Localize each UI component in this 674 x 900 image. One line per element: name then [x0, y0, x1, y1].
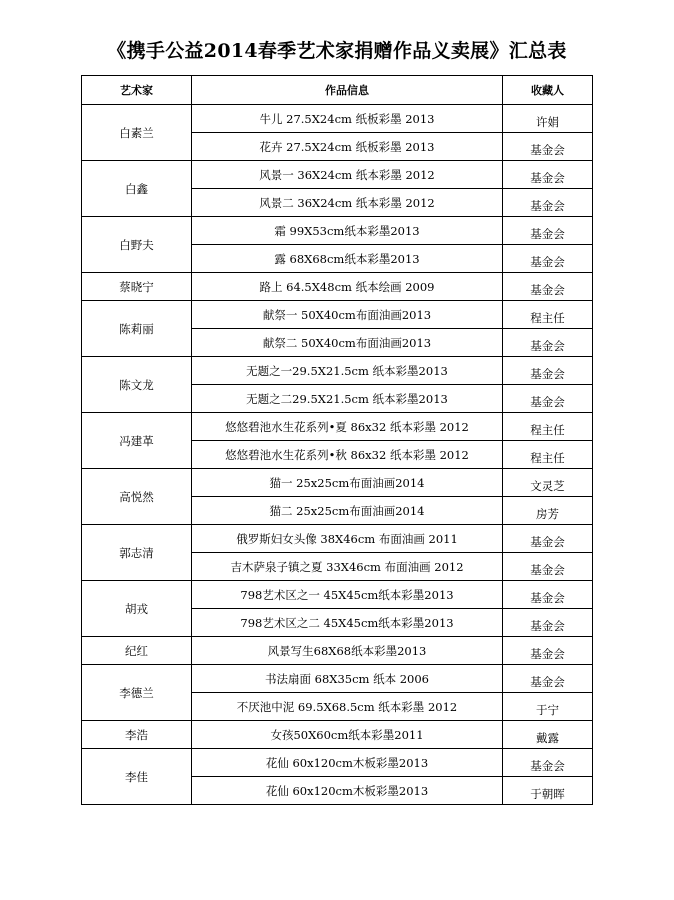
artist-cell: 白鑫 [82, 161, 192, 217]
summary-table [81, 75, 593, 805]
collector-name: 戴露 [536, 730, 559, 745]
artist-cell: 冯建革 [82, 413, 192, 469]
work-cell: 花卉 27.5X24cm 纸板彩墨 2013 [192, 133, 503, 161]
collector-name: 基金会 [530, 562, 565, 577]
table-row [82, 525, 593, 553]
header-artist: 艺术家 [82, 76, 192, 105]
work-cell: 书法扇面 68X35cm 纸本 2006 [192, 665, 503, 693]
collector-cell [503, 665, 593, 693]
work-cell: 霜 99X53cm纸本彩墨2013 [192, 217, 503, 245]
artist-cell: 陈莉丽 [82, 301, 192, 357]
work-cell: 798艺术区之一 45X45cm纸本彩墨2013 [192, 581, 503, 609]
collector-cell [503, 133, 593, 161]
work-cell: 露 68X68cm纸本彩墨2013 [192, 245, 503, 273]
work-cell: 吉木萨泉子镇之夏 33X46cm 布面油画 2012 [192, 553, 503, 581]
collector-name: 基金会 [530, 170, 565, 185]
collector-name: 基金会 [530, 366, 565, 381]
artist-cell: 李佳 [82, 749, 192, 805]
collector-name: 基金会 [530, 282, 565, 297]
table-row [82, 665, 593, 693]
collector-cell [503, 581, 593, 609]
collector-cell [503, 301, 593, 329]
header-row [82, 76, 593, 105]
artist-cell: 高悦然 [82, 469, 192, 525]
header-work: 作品信息 [192, 76, 503, 105]
collector-name: 文灵芝 [530, 478, 565, 493]
artist-cell: 胡戎 [82, 581, 192, 637]
artist-cell: 陈文龙 [82, 357, 192, 413]
table-row [82, 357, 593, 385]
work-cell: 女孩50X60cm纸本彩墨2011 [192, 721, 503, 749]
collector-name: 房芳 [536, 506, 559, 521]
collector-name: 基金会 [530, 534, 565, 549]
work-cell: 不厌池中泥 69.5X68.5cm 纸本彩墨 2012 [192, 693, 503, 721]
table-row [82, 273, 593, 301]
artist-cell: 李德兰 [82, 665, 192, 721]
collector-name: 基金会 [530, 142, 565, 157]
work-cell: 悠悠碧池水生花系列•秋 86x32 纸本彩墨 2012 [192, 441, 503, 469]
collector-cell [503, 441, 593, 469]
work-cell: 俄罗斯妇女头像 38X46cm 布面油画 2011 [192, 525, 503, 553]
collector-cell [503, 637, 593, 665]
work-cell: 路上 64.5X48cm 纸本绘画 2009 [192, 273, 503, 301]
collector-name: 基金会 [530, 198, 565, 213]
collector-name: 基金会 [530, 254, 565, 269]
table-row [82, 581, 593, 609]
collector-cell [503, 553, 593, 581]
work-cell: 猫二 25x25cm布面油画2014 [192, 497, 503, 525]
collector-name: 程主任 [530, 310, 565, 325]
table-row [82, 469, 593, 497]
artist-cell: 白野夫 [82, 217, 192, 273]
collector-name: 基金会 [530, 590, 565, 605]
table-row [82, 217, 593, 245]
collector-name: 基金会 [530, 646, 565, 661]
work-cell: 献祭二 50X40cm布面油画2013 [192, 329, 503, 357]
collector-name: 于宁 [536, 702, 559, 717]
collector-cell [503, 609, 593, 637]
collector-name: 基金会 [530, 226, 565, 241]
collector-cell [503, 161, 593, 189]
collector-cell [503, 357, 593, 385]
work-cell: 风景写生68X68纸本彩墨2013 [192, 637, 503, 665]
header-collector: 收藏人 [503, 76, 593, 105]
table-row [82, 161, 593, 189]
table-row [82, 301, 593, 329]
work-cell: 风景一 36X24cm 纸本彩墨 2012 [192, 161, 503, 189]
work-cell: 无题之二29.5X21.5cm 纸本彩墨2013 [192, 385, 503, 413]
collector-cell [503, 189, 593, 217]
table-row [82, 637, 593, 665]
collector-name: 于朝晖 [530, 786, 565, 801]
work-cell: 悠悠碧池水生花系列•夏 86x32 纸本彩墨 2012 [192, 413, 503, 441]
collector-name: 基金会 [530, 338, 565, 353]
collector-cell [503, 749, 593, 777]
artist-cell: 蔡晓宁 [82, 273, 192, 301]
artist-cell: 纪红 [82, 637, 192, 665]
collector-cell [503, 105, 593, 133]
collector-cell [503, 721, 593, 749]
artist-cell: 白素兰 [82, 105, 192, 161]
collector-name: 基金会 [530, 758, 565, 773]
collector-name: 程主任 [530, 422, 565, 437]
work-cell: 风景二 36X24cm 纸本彩墨 2012 [192, 189, 503, 217]
work-cell: 牛儿 27.5X24cm 纸板彩墨 2013 [192, 105, 503, 133]
collector-cell [503, 777, 593, 805]
work-cell: 花仙 60x120cm木板彩墨2013 [192, 749, 503, 777]
page-title: 《携手公益2014春季艺术家捐赠作品义卖展》汇总表 [107, 40, 567, 62]
artist-cell: 李浩 [82, 721, 192, 749]
collector-cell [503, 385, 593, 413]
collector-cell [503, 693, 593, 721]
collector-name: 程主任 [530, 450, 565, 465]
artist-cell: 郭志清 [82, 525, 192, 581]
collector-cell [503, 217, 593, 245]
work-cell: 献祭一 50X40cm布面油画2013 [192, 301, 503, 329]
collector-cell [503, 329, 593, 357]
table-row [82, 721, 593, 749]
collector-cell [503, 525, 593, 553]
table-body [82, 105, 593, 805]
table-row [82, 413, 593, 441]
work-cell: 798艺术区之二 45X45cm纸本彩墨2013 [192, 609, 503, 637]
collector-cell [503, 469, 593, 497]
collector-cell [503, 273, 593, 301]
collector-cell [503, 413, 593, 441]
collector-name: 许娟 [536, 114, 559, 129]
collector-name: 基金会 [530, 674, 565, 689]
table-row [82, 105, 593, 133]
work-cell: 花仙 60x120cm木板彩墨2013 [192, 777, 503, 805]
table-row [82, 749, 593, 777]
work-cell: 无题之一29.5X21.5cm 纸本彩墨2013 [192, 357, 503, 385]
collector-name: 基金会 [530, 618, 565, 633]
work-cell: 猫一 25x25cm布面油画2014 [192, 469, 503, 497]
collector-cell [503, 497, 593, 525]
collector-cell [503, 245, 593, 273]
collector-name: 基金会 [530, 394, 565, 409]
